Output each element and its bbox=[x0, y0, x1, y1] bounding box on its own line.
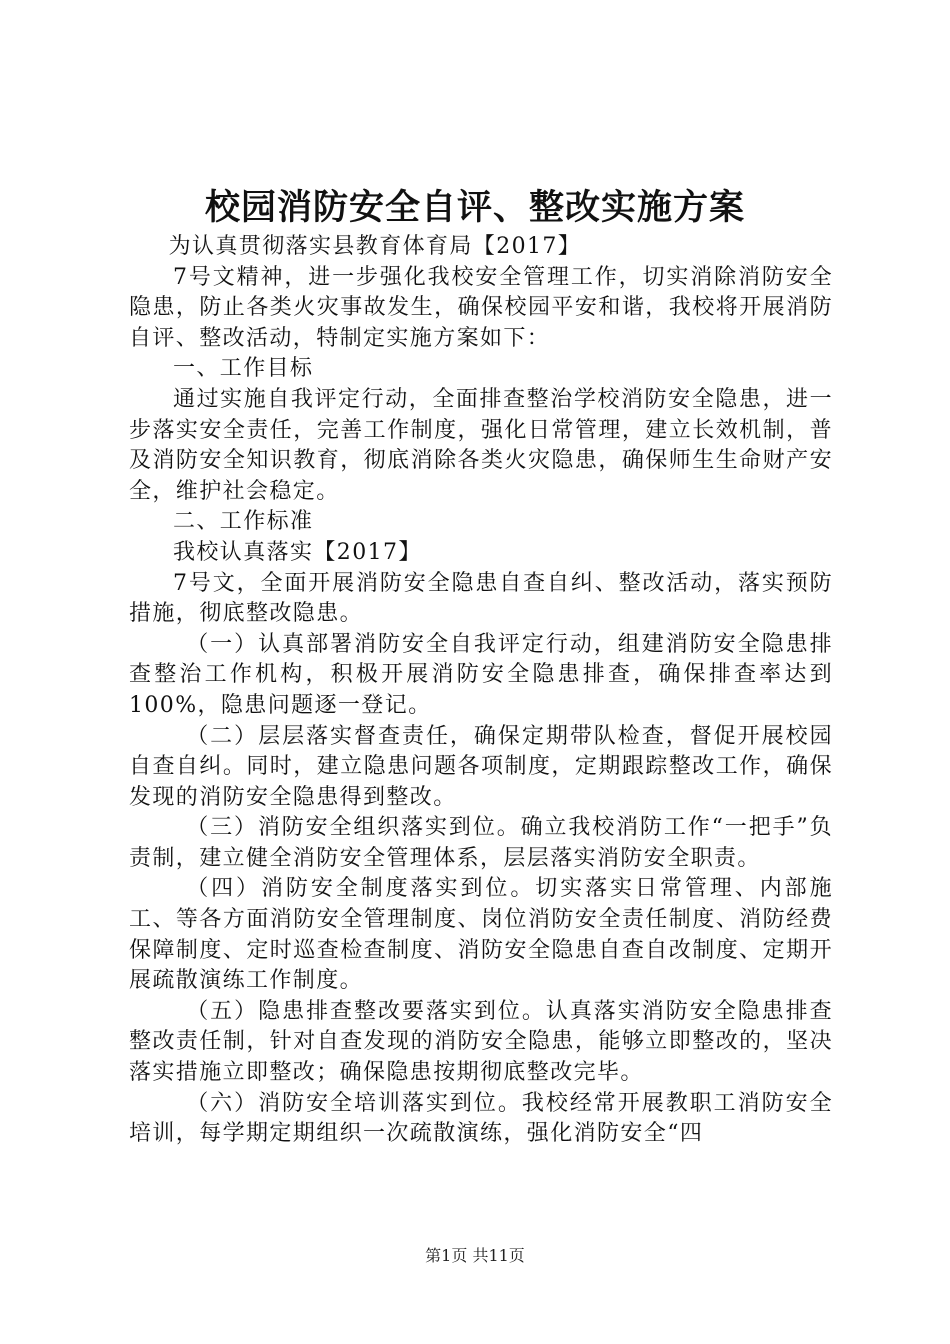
list-item: （六）消防安全培训落实到位。我校经常开展教职工消防安全培训，每学期定期组织一次疏散演练，强化消防安全“四 bbox=[129, 1090, 833, 1147]
paragraph: 通过实施自我评定行动，全面排查整治学校消防安全隐患，进一步落实安全责任，完善工作制度，强化日常管理，建立长效机制，普及消防安全知识教育，彻底消除各类火灾隐患，确保师生生命财产安全，维护社会稳定。 bbox=[129, 386, 833, 504]
paragraph: 我校认真落实【2017】 bbox=[173, 539, 422, 565]
list-item: （二）层层落实督查责任，确保定期带队检查，督促开展校园自查自纠。同时，建立隐患问题各项制度，定期跟踪整改工作，确保发现的消防安全隐患得到整改。 bbox=[129, 723, 833, 810]
list-item: （五）隐患排查整改要落实到位。认真落实消防安全隐患排查整改责任制，针对自查发现的消防安全隐患，能够立即整改的，坚决落实措施立即整改；确保隐患按期彻底整改完毕。 bbox=[129, 998, 833, 1086]
paragraph: 为认真贯彻落实县教育体育局【2017】 bbox=[168, 234, 582, 259]
document-body bbox=[129, 232, 833, 1150]
document-title: 校园消防安全自评、整改实施方案 bbox=[204, 187, 745, 228]
page-number-footer: 第1页 共11页 bbox=[425, 1246, 525, 1265]
paragraph: 7号文精神，进一步强化我校安全管理工作，切实消除消防安全隐患，防止各类火灾事故发生，确保校园平安和谐，我校将开展消防自评、整改活动，特制定实施方案如下： bbox=[129, 264, 833, 351]
paragraph: 7号文，全面开展消防安全隐患自查自纠、整改活动，落实预防措施，彻底整改隐患。 bbox=[129, 570, 833, 627]
list-item: （一）认真部署消防安全自我评定行动，组建消防安全隐患排查整治工作机构，积极开展消防安全隐患排查，确保排查率达到100%，隐患问题逐一登记。 bbox=[129, 631, 833, 718]
section-heading: 一、工作目标 bbox=[173, 356, 314, 382]
list-item: （四）消防安全制度落实到位。切实落实日常管理、内部施工、等各方面消防安全管理制度、岗位消防安全责任制度、消防经费保障制度、定时巡查检查制度、消防安全隐患自查自改制度、定期开展疏散演练工作制度。 bbox=[129, 876, 833, 994]
list-item: （三）消防安全组织落实到位。确立我校消防工作“一把手”负责制，建立健全消防安全管理体系，层层落实消防安全职责。 bbox=[129, 815, 833, 871]
section-heading: 二、工作标准 bbox=[173, 509, 314, 535]
